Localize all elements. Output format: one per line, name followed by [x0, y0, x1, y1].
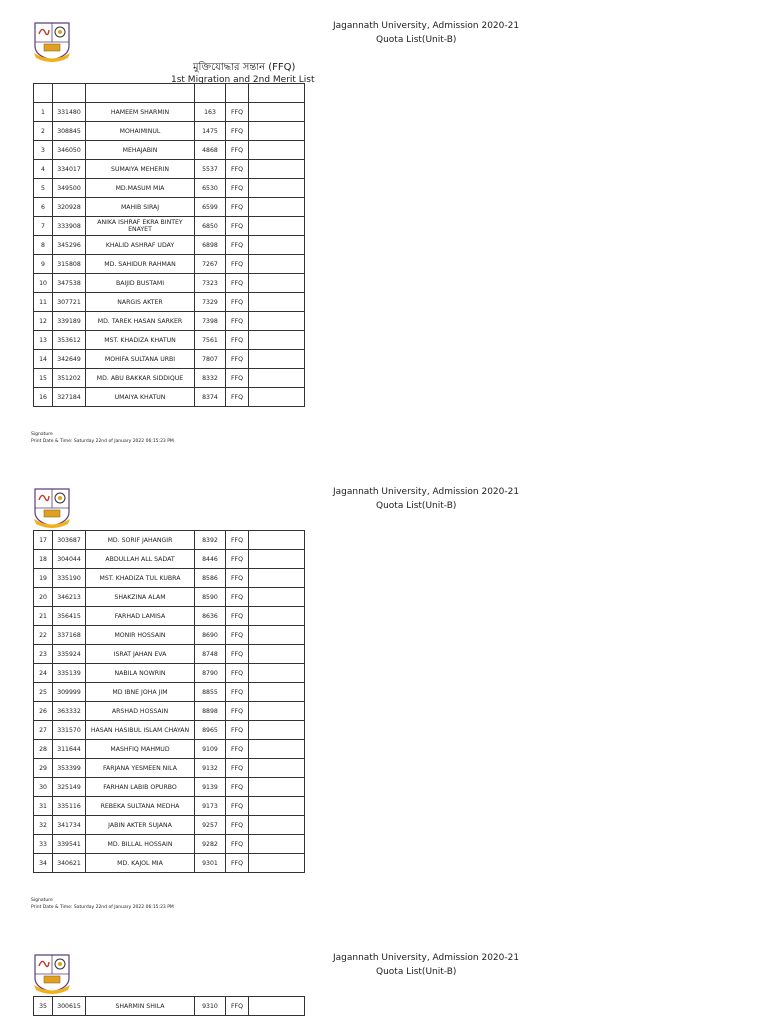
roll-cell: 340621 [53, 854, 86, 873]
table-row [34, 816, 305, 835]
quota-cell: FFQ [226, 607, 249, 626]
serial-cell: 35 [34, 997, 53, 1016]
position-cell: 7398 [195, 312, 226, 331]
page-2 [0, 486, 768, 926]
quota-cell: FFQ [226, 759, 249, 778]
position-cell: 6850 [195, 217, 226, 236]
roll-cell: 353399 [53, 759, 86, 778]
remarks-cell [249, 293, 305, 312]
table-row [34, 103, 305, 122]
serial-cell: 17 [34, 531, 53, 550]
quota-cell: FFQ [226, 721, 249, 740]
position-cell: 7267 [195, 255, 226, 274]
position-cell: 163 [195, 103, 226, 122]
serial-cell: 22 [34, 626, 53, 645]
page-1 [0, 20, 768, 460]
position-cell: 8690 [195, 626, 226, 645]
name-cell: FARJANA YESMEEN NILA [86, 759, 195, 778]
serial-cell: 4 [34, 160, 53, 179]
roll-cell: 333908 [53, 217, 86, 236]
quota-cell: FFQ [226, 236, 249, 255]
name-cell: MD. ABU BAKKAR SIDDIQUE [86, 369, 195, 388]
serial-cell: 21 [34, 607, 53, 626]
header-cell [249, 84, 305, 103]
roll-cell: 331570 [53, 721, 86, 740]
page-3 [0, 952, 768, 1024]
serial-cell: 24 [34, 664, 53, 683]
serial-cell: 8 [34, 236, 53, 255]
quota-cell: FFQ [226, 740, 249, 759]
remarks-cell [249, 835, 305, 854]
serial-cell: 25 [34, 683, 53, 702]
remarks-cell [249, 160, 305, 179]
header-row [34, 84, 305, 103]
table-row [34, 664, 305, 683]
roll-cell: 356415 [53, 607, 86, 626]
roll-cell: 335139 [53, 664, 86, 683]
name-cell: MST. KHADIZA TUL KUBRA [86, 569, 195, 588]
remarks-cell [249, 369, 305, 388]
table-row [34, 797, 305, 816]
quota-cell: FFQ [226, 388, 249, 407]
serial-cell: 14 [34, 350, 53, 369]
table-row [34, 569, 305, 588]
name-cell: UMAIYA KHATUN [86, 388, 195, 407]
remarks-cell [249, 122, 305, 141]
roll-cell: 363332 [53, 702, 86, 721]
header-cell [226, 84, 249, 103]
quota-cell: FFQ [226, 778, 249, 797]
table-row [34, 702, 305, 721]
table-row [34, 759, 305, 778]
quota-list-label: Quota List(Unit-B) [376, 35, 457, 45]
position-cell: 8586 [195, 569, 226, 588]
table-row [34, 854, 305, 873]
name-cell: MEHAJABIN [86, 141, 195, 160]
quota-list-label: Quota List(Unit-B) [376, 967, 457, 977]
quota-cell: FFQ [226, 683, 249, 702]
roll-cell: 307721 [53, 293, 86, 312]
roll-cell: 342649 [53, 350, 86, 369]
quota-cell: FFQ [226, 312, 249, 331]
roll-cell: 335190 [53, 569, 86, 588]
quota-cell: FFQ [226, 854, 249, 873]
table-row [34, 683, 305, 702]
table-row [34, 160, 305, 179]
quota-cell: FFQ [226, 550, 249, 569]
name-cell: MD. BILLAL HOSSAIN [86, 835, 195, 854]
remarks-cell [249, 312, 305, 331]
remarks-cell [249, 531, 305, 550]
quota-cell: FFQ [226, 645, 249, 664]
remarks-cell [249, 683, 305, 702]
serial-cell: 31 [34, 797, 53, 816]
quota-cell: FFQ [226, 217, 249, 236]
roll-cell: 346050 [53, 141, 86, 160]
name-cell: FARHAD LAMISA [86, 607, 195, 626]
serial-cell: 34 [34, 854, 53, 873]
table-row [34, 369, 305, 388]
name-cell: ANIKA ISHRAF EKRA BINTEY ENAYET [86, 217, 195, 236]
quota-cell: FFQ [226, 664, 249, 683]
roll-cell: 315808 [53, 255, 86, 274]
position-cell: 8790 [195, 664, 226, 683]
table-row [34, 626, 305, 645]
name-cell: ABDULLAH ALL SADAT [86, 550, 195, 569]
quota-cell: FFQ [226, 531, 249, 550]
merit-table-body [34, 997, 305, 1016]
serial-cell: 11 [34, 293, 53, 312]
remarks-cell [249, 217, 305, 236]
roll-cell: 339189 [53, 312, 86, 331]
merit-table-2 [33, 530, 305, 873]
remarks-cell [249, 816, 305, 835]
serial-cell: 3 [34, 141, 53, 160]
roll-cell: 331480 [53, 103, 86, 122]
position-cell: 6530 [195, 179, 226, 198]
merit-table-1 [33, 83, 305, 407]
position-cell: 8446 [195, 550, 226, 569]
position-cell: 9257 [195, 816, 226, 835]
name-cell: MAHIB SIRAJ [86, 198, 195, 217]
university-logo-icon [31, 952, 73, 994]
remarks-cell [249, 103, 305, 122]
serial-cell: 16 [34, 388, 53, 407]
remarks-cell [249, 997, 305, 1016]
roll-cell: 327184 [53, 388, 86, 407]
merit-table-body [34, 531, 305, 873]
remarks-cell [249, 236, 305, 255]
table-row [34, 179, 305, 198]
position-cell: 8965 [195, 721, 226, 740]
signature-label: Signature [31, 432, 53, 437]
remarks-cell [249, 141, 305, 160]
serial-cell: 13 [34, 331, 53, 350]
remarks-cell [249, 255, 305, 274]
quota-cell: FFQ [226, 255, 249, 274]
name-cell: JABIN AKTER SUJANA [86, 816, 195, 835]
name-cell: NABILA NOWRIN [86, 664, 195, 683]
name-cell: ARSHAD HOSSAIN [86, 702, 195, 721]
quota-cell: FFQ [226, 293, 249, 312]
name-cell: NARGIS AKTER [86, 293, 195, 312]
university-header: Jagannath University, Admission 2020-21 [333, 953, 520, 963]
position-cell: 9173 [195, 797, 226, 816]
quota-cell: FFQ [226, 198, 249, 217]
table-row [34, 236, 305, 255]
serial-cell: 1 [34, 103, 53, 122]
table-row [34, 721, 305, 740]
roll-cell: 308845 [53, 122, 86, 141]
table-row [34, 835, 305, 854]
quota-cell: FFQ [226, 103, 249, 122]
position-cell: 9109 [195, 740, 226, 759]
table-row [34, 531, 305, 550]
quota-cell: FFQ [226, 274, 249, 293]
roll-cell: 304044 [53, 550, 86, 569]
quota-cell: FFQ [226, 350, 249, 369]
roll-cell: 341734 [53, 816, 86, 835]
serial-cell: 10 [34, 274, 53, 293]
name-cell: MD. SAHIDUR RAHMAN [86, 255, 195, 274]
quota-cell: FFQ [226, 997, 249, 1016]
roll-cell: 335924 [53, 645, 86, 664]
name-cell: ISRAT JAHAN EVA [86, 645, 195, 664]
name-cell: SHARMIN SHILA [86, 997, 195, 1016]
serial-cell: 20 [34, 588, 53, 607]
position-cell: 8590 [195, 588, 226, 607]
position-cell: 8898 [195, 702, 226, 721]
table-row [34, 778, 305, 797]
name-cell: MD IBNE JOHA JIM [86, 683, 195, 702]
name-cell: FARHAN LABIB OPURBO [86, 778, 195, 797]
position-cell: 7329 [195, 293, 226, 312]
remarks-cell [249, 179, 305, 198]
serial-cell: 6 [34, 198, 53, 217]
position-cell: 8855 [195, 683, 226, 702]
position-cell: 7807 [195, 350, 226, 369]
print-date: Print Date & Time: Saturday 22nd of January 2022 06:15:23 PM [31, 439, 174, 444]
roll-cell: 346213 [53, 588, 86, 607]
university-header: Jagannath University, Admission 2020-21 [333, 487, 520, 497]
remarks-cell [249, 388, 305, 407]
remarks-cell [249, 721, 305, 740]
university-logo-icon [31, 20, 73, 62]
quota-list-label: Quota List(Unit-B) [376, 501, 457, 511]
roll-cell: 334017 [53, 160, 86, 179]
university-logo-icon [31, 486, 73, 528]
name-cell: MD. KAJOL MIA [86, 854, 195, 873]
table-row [34, 607, 305, 626]
remarks-cell [249, 350, 305, 369]
roll-cell: 335116 [53, 797, 86, 816]
position-cell: 7561 [195, 331, 226, 350]
quota-cell: FFQ [226, 588, 249, 607]
serial-cell: 29 [34, 759, 53, 778]
name-cell: BAIJID BUSTAMI [86, 274, 195, 293]
table-row [34, 550, 305, 569]
position-cell: 8332 [195, 369, 226, 388]
table-row [34, 740, 305, 759]
serial-cell: 28 [34, 740, 53, 759]
position-cell: 9282 [195, 835, 226, 854]
remarks-cell [249, 664, 305, 683]
position-cell: 8748 [195, 645, 226, 664]
remarks-cell [249, 274, 305, 293]
table-row [34, 312, 305, 331]
table-row [34, 388, 305, 407]
quota-cell: FFQ [226, 141, 249, 160]
roll-cell: 309999 [53, 683, 86, 702]
remarks-cell [249, 569, 305, 588]
remarks-cell [249, 778, 305, 797]
name-cell: KHALID ASHRAF UDAY [86, 236, 195, 255]
roll-cell: 339541 [53, 835, 86, 854]
quota-cell: FFQ [226, 626, 249, 645]
table-row [34, 274, 305, 293]
serial-cell: 5 [34, 179, 53, 198]
merit-table-3 [33, 996, 305, 1016]
university-header: Jagannath University, Admission 2020-21 [333, 21, 520, 31]
position-cell: 7323 [195, 274, 226, 293]
remarks-cell [249, 702, 305, 721]
roll-cell: 325149 [53, 778, 86, 797]
name-cell: HAMEEM SHARMIN [86, 103, 195, 122]
quota-cell: FFQ [226, 797, 249, 816]
position-cell: 6898 [195, 236, 226, 255]
remarks-cell [249, 331, 305, 350]
quota-cell: FFQ [226, 569, 249, 588]
remarks-cell [249, 759, 305, 778]
remarks-cell [249, 740, 305, 759]
name-cell: REBEKA SULTANA MEDHA [86, 797, 195, 816]
signature-label: Signature [31, 898, 53, 903]
roll-cell: 345296 [53, 236, 86, 255]
table-row [34, 331, 305, 350]
roll-cell: 349500 [53, 179, 86, 198]
serial-cell: 7 [34, 217, 53, 236]
roll-cell: 337168 [53, 626, 86, 645]
name-cell: MOHAIMINUL [86, 122, 195, 141]
name-cell: MD.MASUM MIA [86, 179, 195, 198]
position-cell: 8374 [195, 388, 226, 407]
position-cell: 6599 [195, 198, 226, 217]
print-date: Print Date & Time: Saturday 22nd of January 2022 06:15:23 PM [31, 905, 174, 910]
name-cell: MONIR HOSSAIN [86, 626, 195, 645]
header-cell [34, 84, 53, 103]
serial-cell: 27 [34, 721, 53, 740]
remarks-cell [249, 797, 305, 816]
table-row [34, 350, 305, 369]
remarks-cell [249, 588, 305, 607]
position-cell: 4868 [195, 141, 226, 160]
serial-cell: 23 [34, 645, 53, 664]
serial-cell: 9 [34, 255, 53, 274]
roll-cell: 347538 [53, 274, 86, 293]
quota-cell: FFQ [226, 816, 249, 835]
header-cell [53, 84, 86, 103]
table-row [34, 141, 305, 160]
name-cell: MD. TAREK HASAN SARKER [86, 312, 195, 331]
header-cell [195, 84, 226, 103]
quota-cell: FFQ [226, 331, 249, 350]
serial-cell: 18 [34, 550, 53, 569]
remarks-cell [249, 198, 305, 217]
table-row [34, 588, 305, 607]
roll-cell: 351202 [53, 369, 86, 388]
name-cell: SHAKZINA ALAM [86, 588, 195, 607]
name-cell: MASHFIQ MAHMUD [86, 740, 195, 759]
position-cell: 8392 [195, 531, 226, 550]
quota-cell: FFQ [226, 369, 249, 388]
serial-cell: 32 [34, 816, 53, 835]
table-row [34, 255, 305, 274]
position-cell: 9310 [195, 997, 226, 1016]
remarks-cell [249, 550, 305, 569]
roll-cell: 320928 [53, 198, 86, 217]
quota-title: মুক্তিযোদ্ধার সন্তান (FFQ) [193, 62, 296, 73]
roll-cell: 311644 [53, 740, 86, 759]
serial-cell: 2 [34, 122, 53, 141]
serial-cell: 12 [34, 312, 53, 331]
position-cell: 1475 [195, 122, 226, 141]
quota-cell: FFQ [226, 702, 249, 721]
name-cell: MOHIFA SULTANA URBI [86, 350, 195, 369]
position-cell: 9132 [195, 759, 226, 778]
position-cell: 5537 [195, 160, 226, 179]
merit-table-body [34, 84, 305, 407]
table-row [34, 645, 305, 664]
position-cell: 8636 [195, 607, 226, 626]
position-cell: 9139 [195, 778, 226, 797]
serial-cell: 19 [34, 569, 53, 588]
quota-cell: FFQ [226, 179, 249, 198]
serial-cell: 15 [34, 369, 53, 388]
quota-cell: FFQ [226, 835, 249, 854]
list-subtitle: 1st Migration and 2nd Merit List [171, 75, 315, 85]
table-row [34, 122, 305, 141]
remarks-cell [249, 607, 305, 626]
table-row [34, 198, 305, 217]
position-cell: 9301 [195, 854, 226, 873]
quota-cell: FFQ [226, 160, 249, 179]
serial-cell: 30 [34, 778, 53, 797]
table-row [34, 217, 305, 236]
serial-cell: 26 [34, 702, 53, 721]
header-cell [86, 84, 195, 103]
quota-cell: FFQ [226, 122, 249, 141]
roll-cell: 303687 [53, 531, 86, 550]
roll-cell: 353612 [53, 331, 86, 350]
name-cell: MST. KHADIZA KHATUN [86, 331, 195, 350]
remarks-cell [249, 645, 305, 664]
name-cell: MD. SORIF JAHANGIR [86, 531, 195, 550]
remarks-cell [249, 854, 305, 873]
roll-cell: 300615 [53, 997, 86, 1016]
table-row [34, 997, 305, 1016]
table-row [34, 293, 305, 312]
name-cell: SUMAIYA MEHERIN [86, 160, 195, 179]
remarks-cell [249, 626, 305, 645]
name-cell: HASAN HASIBUL ISLAM CHAYAN [86, 721, 195, 740]
serial-cell: 33 [34, 835, 53, 854]
